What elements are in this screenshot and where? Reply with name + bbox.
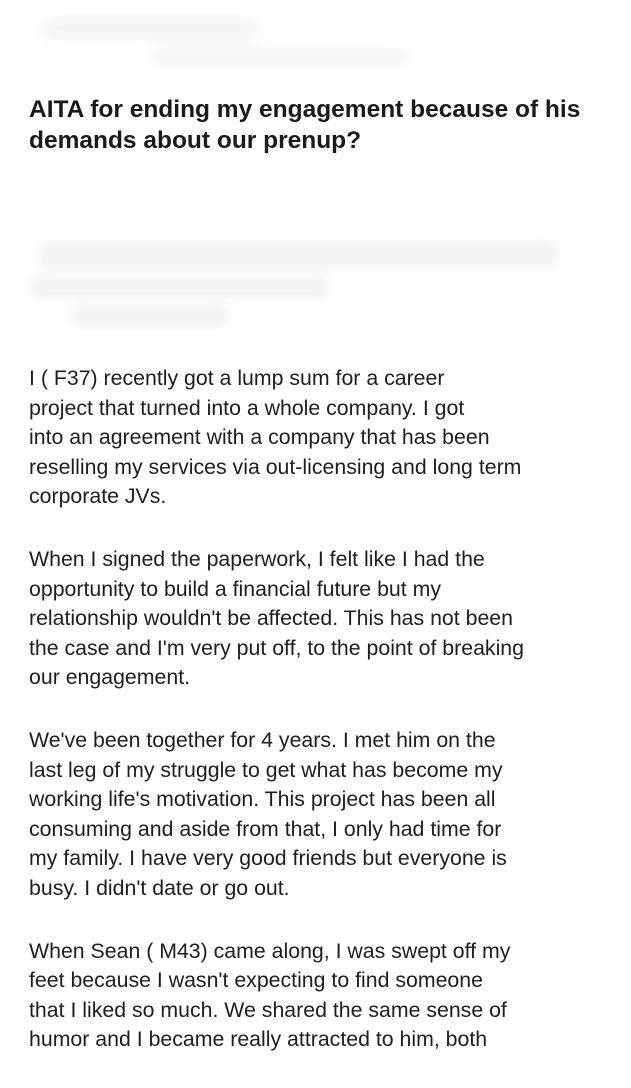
post-paragraph: When Sean ( M43) came along, I was swept off my feet because I wasn't expecting to find someone that I liked so much. We shared the same sense of humor and I became really attracted to him, both — [29, 938, 511, 1052]
blurred-meta-smudge — [29, 275, 329, 299]
post-paragraph: When I signed the paperwork, I felt like I had the opportunity to build a financial future but my relationship wouldn't be affected. This has not been the case and I'm very put off, to the point of breaking our engagement. — [29, 546, 524, 690]
blurred-header-smudge — [150, 48, 410, 66]
post-title: AITA for ending my engagement because of his demands about our prenup? — [29, 96, 581, 154]
blurred-header — [0, 0, 631, 80]
post-paragraph: I ( F37) recently got a lump sum for a career project that turned into a whole company. I got into an agreement with a company that has been reselling my services via out-licensing and long term corporate JVs. — [29, 366, 522, 509]
blurred-post-meta — [29, 230, 589, 340]
post-body — [29, 364, 619, 1088]
blurred-meta-smudge — [39, 240, 559, 270]
blurred-meta-smudge — [69, 305, 229, 327]
blurred-header-smudge — [40, 18, 260, 40]
post-paragraph: We've been together for 4 years. I met him on the last leg of my struggle to get what has become my working life's motivation. This project has been all consuming and aside from that, I only had time for my family. I have very good friends but everyone is busy. I didn't date or go out. — [29, 727, 507, 900]
